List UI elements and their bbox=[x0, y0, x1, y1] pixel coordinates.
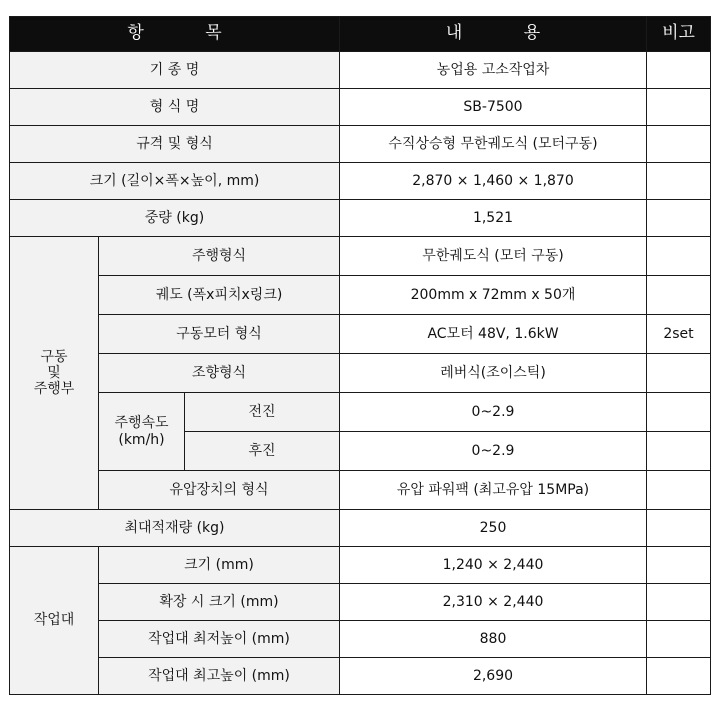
label-motor: 구동모터 형식 bbox=[99, 315, 340, 354]
label-reverse: 후진 bbox=[185, 432, 340, 471]
value-platform-max-height: 2,690 bbox=[340, 658, 647, 695]
speed-group-label bbox=[99, 393, 185, 471]
row-platform-max-height bbox=[10, 658, 711, 695]
value-platform-min-height: 880 bbox=[340, 621, 647, 658]
row-platform-min-height bbox=[10, 621, 711, 658]
note-cell bbox=[647, 471, 711, 510]
row-platform-extended bbox=[10, 584, 711, 621]
header-content: 내 용 bbox=[340, 17, 647, 52]
row-spec-form bbox=[10, 126, 711, 163]
header-note: 비고 bbox=[647, 17, 711, 52]
note-cell bbox=[647, 584, 711, 621]
label-track: 궤도 (폭x피치x링크) bbox=[99, 276, 340, 315]
label-spec-form: 규격 및 형식 bbox=[10, 126, 340, 163]
row-speed-forward bbox=[10, 393, 711, 432]
row-size bbox=[10, 163, 711, 200]
row-platform-size bbox=[10, 547, 711, 584]
drive-group-label bbox=[10, 237, 99, 510]
label-model-type: 기 종 명 bbox=[10, 52, 340, 89]
value-track: 200mm x 72mm x 50개 bbox=[340, 276, 647, 315]
note-cell bbox=[647, 547, 711, 584]
value-max-load: 250 bbox=[340, 510, 647, 547]
note-cell bbox=[647, 658, 711, 695]
label-size: 크기 (길이×폭×높이, mm) bbox=[10, 163, 340, 200]
value-platform-extended: 2,310 × 2,440 bbox=[340, 584, 647, 621]
label-max-load: 최대적재량 (kg) bbox=[10, 510, 340, 547]
row-steering bbox=[10, 354, 711, 393]
label-platform-size: 크기 (mm) bbox=[99, 547, 340, 584]
value-hydraulic: 유압 파워팩 (최고유압 15MPa) bbox=[340, 471, 647, 510]
value-platform-size: 1,240 × 2,440 bbox=[340, 547, 647, 584]
label-platform-min-height: 작업대 최저높이 (mm) bbox=[99, 621, 340, 658]
row-travel-type bbox=[10, 237, 711, 276]
note-cell bbox=[647, 52, 711, 89]
note-cell bbox=[647, 510, 711, 547]
label-travel-type: 주행형식 bbox=[99, 237, 340, 276]
note-cell bbox=[647, 126, 711, 163]
platform-group-label: 작업대 bbox=[10, 547, 99, 695]
note-cell bbox=[647, 276, 711, 315]
note-cell bbox=[647, 432, 711, 471]
header-item: 항 목 bbox=[10, 17, 340, 52]
row-hydraulic bbox=[10, 471, 711, 510]
value-steering: 레버식(조이스틱) bbox=[340, 354, 647, 393]
note-cell bbox=[647, 237, 711, 276]
value-motor: AC모터 48V, 1.6kW bbox=[340, 315, 647, 354]
row-model-type bbox=[10, 52, 711, 89]
header-row bbox=[10, 17, 711, 52]
note-cell bbox=[647, 354, 711, 393]
label-platform-max-height: 작업대 최고높이 (mm) bbox=[99, 658, 340, 695]
speed-label-line-2: (km/h) bbox=[118, 431, 165, 448]
note-cell bbox=[647, 621, 711, 658]
label-steering: 조향형식 bbox=[99, 354, 340, 393]
row-weight bbox=[10, 200, 711, 237]
row-track bbox=[10, 276, 711, 315]
drive-group-line-2: 및 bbox=[47, 364, 61, 381]
label-hydraulic: 유압장치의 형식 bbox=[99, 471, 340, 510]
value-reverse: 0~2.9 bbox=[340, 432, 647, 471]
note-cell bbox=[647, 393, 711, 432]
note-motor: 2set bbox=[647, 315, 711, 354]
note-cell bbox=[647, 89, 711, 126]
value-travel-type: 무한궤도식 (모터 구동) bbox=[340, 237, 647, 276]
row-motor bbox=[10, 315, 711, 354]
value-model-type: 농업용 고소작업차 bbox=[340, 52, 647, 89]
drive-group-line-3: 주행부 bbox=[33, 381, 75, 398]
value-forward: 0~2.9 bbox=[340, 393, 647, 432]
row-max-load bbox=[10, 510, 711, 547]
label-forward: 전진 bbox=[185, 393, 340, 432]
speed-label-line-1: 주행속도 bbox=[114, 415, 169, 432]
value-spec-form: 수직상승형 무한궤도식 (모터구동) bbox=[340, 126, 647, 163]
drive-group-line-1: 구동 bbox=[40, 348, 68, 365]
value-size: 2,870 × 1,460 × 1,870 bbox=[340, 163, 647, 200]
label-platform-extended: 확장 시 크기 (mm) bbox=[99, 584, 340, 621]
note-cell bbox=[647, 163, 711, 200]
label-model-name: 형 식 명 bbox=[10, 89, 340, 126]
spec-table bbox=[9, 16, 711, 695]
note-cell bbox=[647, 200, 711, 237]
value-weight: 1,521 bbox=[340, 200, 647, 237]
value-model-name: SB-7500 bbox=[340, 89, 647, 126]
row-model-name bbox=[10, 89, 711, 126]
label-weight: 중량 (kg) bbox=[10, 200, 340, 237]
